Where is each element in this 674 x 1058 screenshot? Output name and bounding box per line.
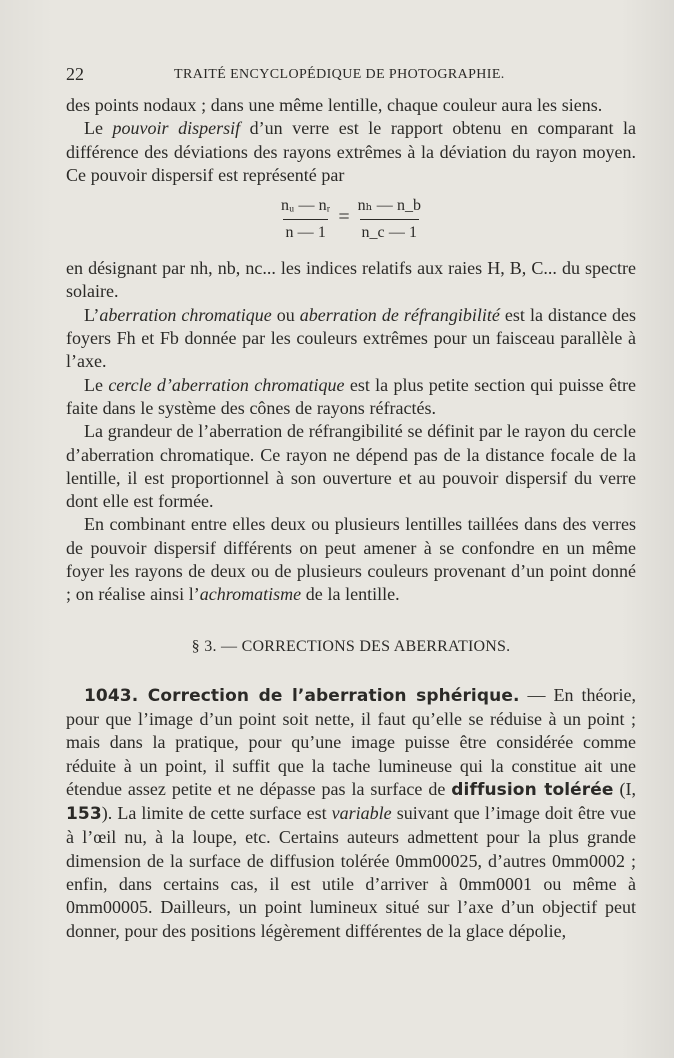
paragraph-5 (66, 374, 636, 421)
paragraph-8-italic: variable (331, 803, 392, 824)
paragraph-4-b: ou (271, 304, 300, 325)
left-denominator: n — 1 (283, 219, 327, 244)
equals-sign: = (338, 205, 350, 228)
page-header (66, 64, 636, 94)
section-heading (66, 610, 636, 684)
paragraph-8-reference: 153 (66, 804, 102, 825)
paragraph-1: des points nodaux ; dans une même lentille, chaque couleur aura les siens. (66, 95, 603, 115)
paragraph-8-lead: 1043. Correction de l’aberration sphérique. (84, 685, 520, 706)
paragraph-6: La grandeur de l’aberration de réfrangibilité se définit par le rayon du cercle d’aberration chromatique. Ce rayon ne dépend pas de la distance focale de la lentille, il est proportionnel à son ouverture et au pouvoir dispersif du verre dont elle est formée. (66, 421, 636, 512)
left-numerator: nᵤ — nᵣ (281, 197, 331, 215)
paragraph-5-b: est la plus petite section qui puisse être faite dans le système des cônes de rayons réfractés. (66, 374, 636, 418)
paragraph-8-c: ). La limite de cette surface est (101, 803, 332, 824)
paragraph-2-italic: pouvoir dispersif (112, 118, 241, 139)
right-denominator: n_c — 1 (360, 219, 420, 244)
paragraph-4 (66, 304, 636, 374)
paragraph-5-italic: cercle d’aberration chromatique (108, 374, 345, 395)
paragraph-7-italic: achromatisme (199, 584, 302, 605)
paragraph-2 (66, 117, 636, 187)
dispersion-formula (66, 191, 636, 247)
paragraph-2-start: Le (84, 118, 113, 139)
left-fraction (279, 194, 332, 244)
paragraph-8-bold: diffusion tolérée (451, 779, 614, 800)
section-title: § 3. — CORRECTIONS DES ABERRATIONS. (191, 637, 511, 655)
paragraph-8 (66, 684, 636, 943)
paragraph-4-a: L’ (84, 304, 100, 325)
paragraph-8-b: (I, (613, 778, 636, 799)
right-numerator: nₕ — n_b (357, 197, 421, 215)
right-fraction (356, 194, 423, 244)
paragraph-5-a: Le (84, 374, 109, 395)
paragraph-3: en désignant par nh, nb, nc... les indices relatifs aux raies H, B, C... du spectre solaire. (66, 258, 636, 302)
page-number: 22 (66, 64, 84, 84)
paragraph-7 (66, 513, 636, 606)
paragraph-7-a: En combinant entre elles deux ou plusieurs lentilles taillées dans des verres de pouvoir dispersif différents on peut amener à se confondre en un même foyer les rayons de deux ou de plusieurs couleurs provenant d’un point donné ; on réalise ainsi l’ (66, 514, 636, 605)
running-title: TRAITÉ ENCYCLOPÉDIQUE DE PHOTOGRAPHIE. (174, 67, 505, 82)
paragraph-8-d: suivant que l’image doit être vue à l’œil nu, à la loupe, etc. Certains auteurs admettent pour la plus grande dimension de la surface de diffusion tolérée 0mm00025, d’autres 0mm0002 ; enfin, dans certains cas, il est utile d’arriver à 0mm0001 ou même à 0mm00005. Dailleurs, un point lumineux situé sur l’axe d’un objectif peut donner, pour des positions légèrement différentes de la glace dépolie, (66, 803, 636, 941)
paragraph-4-italic-2: aberration de réfrangibilité (299, 304, 500, 325)
paragraph-4-c: est la distance des foyers Fh et Fb donnée par les couleurs extrêmes pour un faisceau parallèle à l’axe. (66, 304, 636, 372)
body-text (66, 94, 636, 943)
paragraph-4-italic-1: aberration chromatique (99, 304, 272, 325)
paragraph-8-a: — En théorie, pour que l’image d’un point soit nette, il faut qu’elle se réduise à un point ; mais dans la pratique, pour qu’une image puisse être considérée comme réduite à un point, il suffit que la tache lumineuse qui la constitue ait une étendue assez petite et ne dépasse pas la surface de (66, 684, 636, 799)
paragraph-7-b: de la lentille. (301, 584, 400, 605)
paragraph-2-end: d’un verre est le rapport obtenu en comparant la différence des déviations des rayons extrêmes à la déviation du rayon moyen. Ce pouvoir dispersif est représenté par (66, 118, 636, 185)
